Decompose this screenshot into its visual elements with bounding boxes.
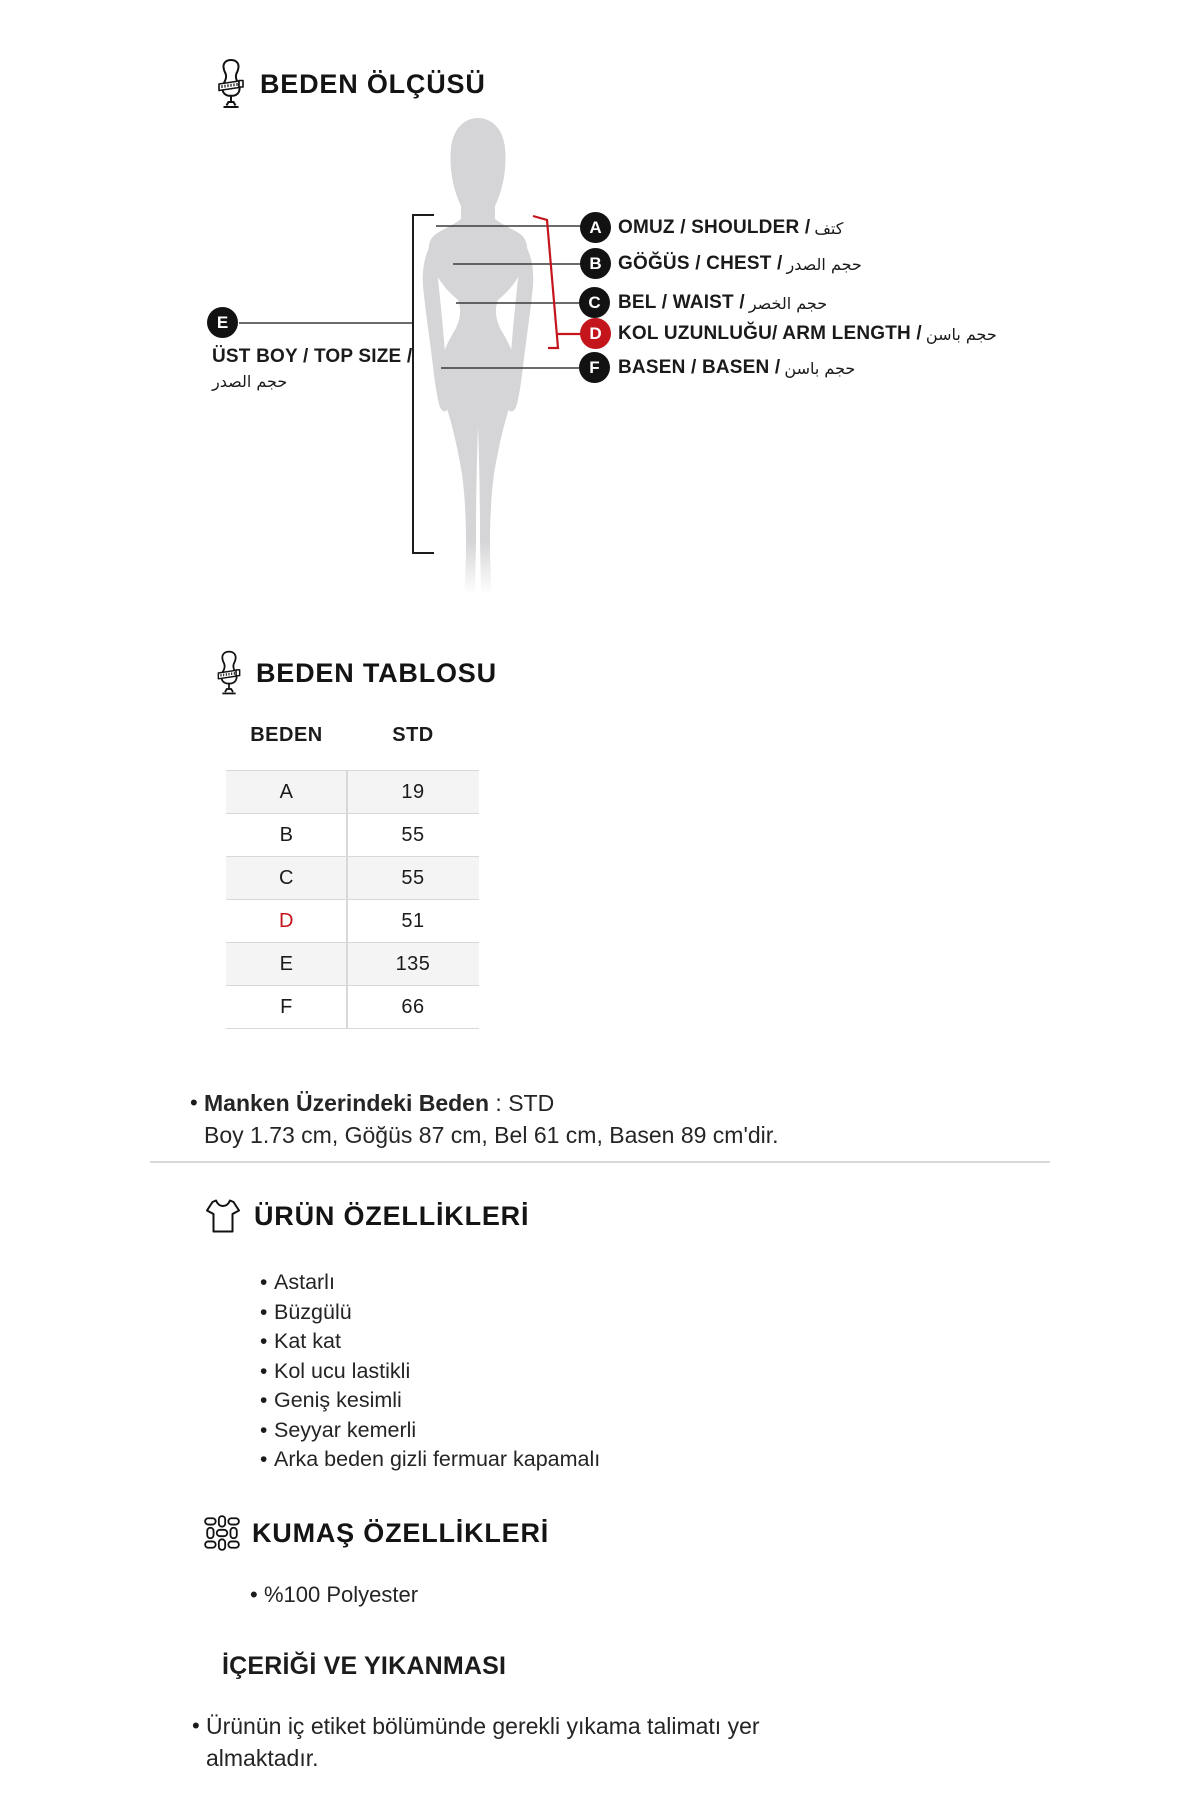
section-title: KUMAŞ ÖZELLİKLERİ [252, 1517, 550, 1548]
size-table-columns [226, 724, 479, 747]
section-title: BEDEN ÖLÇÜSÜ [260, 68, 486, 99]
fabric-weave-icon [203, 1514, 241, 1552]
table-row: C 55 [226, 857, 479, 900]
list-item: • %100 Polyester [250, 1582, 419, 1607]
list-item: • Büzgülü [260, 1299, 352, 1324]
bullet: • [190, 1090, 198, 1115]
badge-e: E [207, 307, 238, 338]
body-measurement-diagram [150, 110, 1090, 625]
care-header: İÇERİĞİ VE YIKANMASI [222, 1652, 507, 1680]
badge-f: F [579, 352, 610, 383]
badge-d: D [580, 318, 611, 349]
product-features-list [260, 1268, 600, 1475]
list-item: • Arka beden gizli fermuar kapamalı [260, 1447, 601, 1471]
list-item: • Seyyar kemerli [260, 1417, 417, 1442]
label-top-size: ÜST BOY / TOP SIZE / حجم الصدر [212, 346, 413, 391]
mannequin-icon [213, 58, 249, 110]
size-measure-header [213, 58, 486, 110]
fabric-features-list [250, 1580, 418, 1610]
size-table-header [213, 648, 497, 698]
tshirt-icon [203, 1196, 243, 1236]
product-features-header [203, 1196, 529, 1236]
label-chest: GÖĞÜS / CHEST / حجم الصدر [618, 253, 862, 274]
label-arm-length: KOL UZUNLUĞU/ ARM LENGTH / حجم باسن [618, 323, 997, 344]
table-row: D 51 [226, 900, 479, 943]
mannequin-icon [213, 648, 245, 698]
size-table [226, 770, 479, 1029]
arm-length-line [533, 216, 581, 348]
column-header-std: STD [392, 724, 434, 746]
list-item: • Ürünün iç etiket bölümünde gerekli yıkama talimatı yer almaktadır. [192, 1713, 760, 1771]
badge-b: B [580, 248, 611, 279]
section-title: BEDEN TABLOSU [256, 657, 497, 688]
section-title: ÜRÜN ÖZELLİKLERİ [254, 1200, 530, 1231]
list-item: • Astarlı [260, 1270, 335, 1294]
table-row: B 55 [226, 814, 479, 857]
table-row: F 66 [226, 986, 479, 1029]
table-row: A 19 [226, 771, 479, 814]
column-header-beden: BEDEN [250, 724, 323, 746]
care-list [192, 1710, 852, 1774]
fabric-features-header [203, 1514, 549, 1552]
female-silhouette [423, 118, 534, 603]
model-measurements: Boy 1.73 cm, Göğüs 87 cm, Bel 61 cm, Basen 89 cm'dir. [204, 1122, 779, 1148]
table-row: E 135 [226, 943, 479, 986]
list-item: • Geniş kesimli [260, 1388, 402, 1412]
list-item: • Kat kat [260, 1329, 341, 1353]
section-divider [150, 1161, 1050, 1163]
label-shoulder: OMUZ / SHOULDER / كتف [618, 217, 844, 238]
label-waist: BEL / WAIST / حجم الخصر [618, 292, 828, 313]
badge-c: C [579, 287, 610, 318]
list-item: • Kol ucu lastikli [260, 1358, 411, 1383]
label-basen: BASEN / BASEN / حجم باسن [618, 357, 856, 378]
model-size-note: • Manken Üzerindeki Beden : STD Boy 1.73 cm, Göğüs 87 cm, Bel 61 cm, Basen 89 cm'dir. [190, 1087, 779, 1151]
badge-a: A [580, 212, 611, 243]
table-column-divider [346, 771, 348, 1029]
